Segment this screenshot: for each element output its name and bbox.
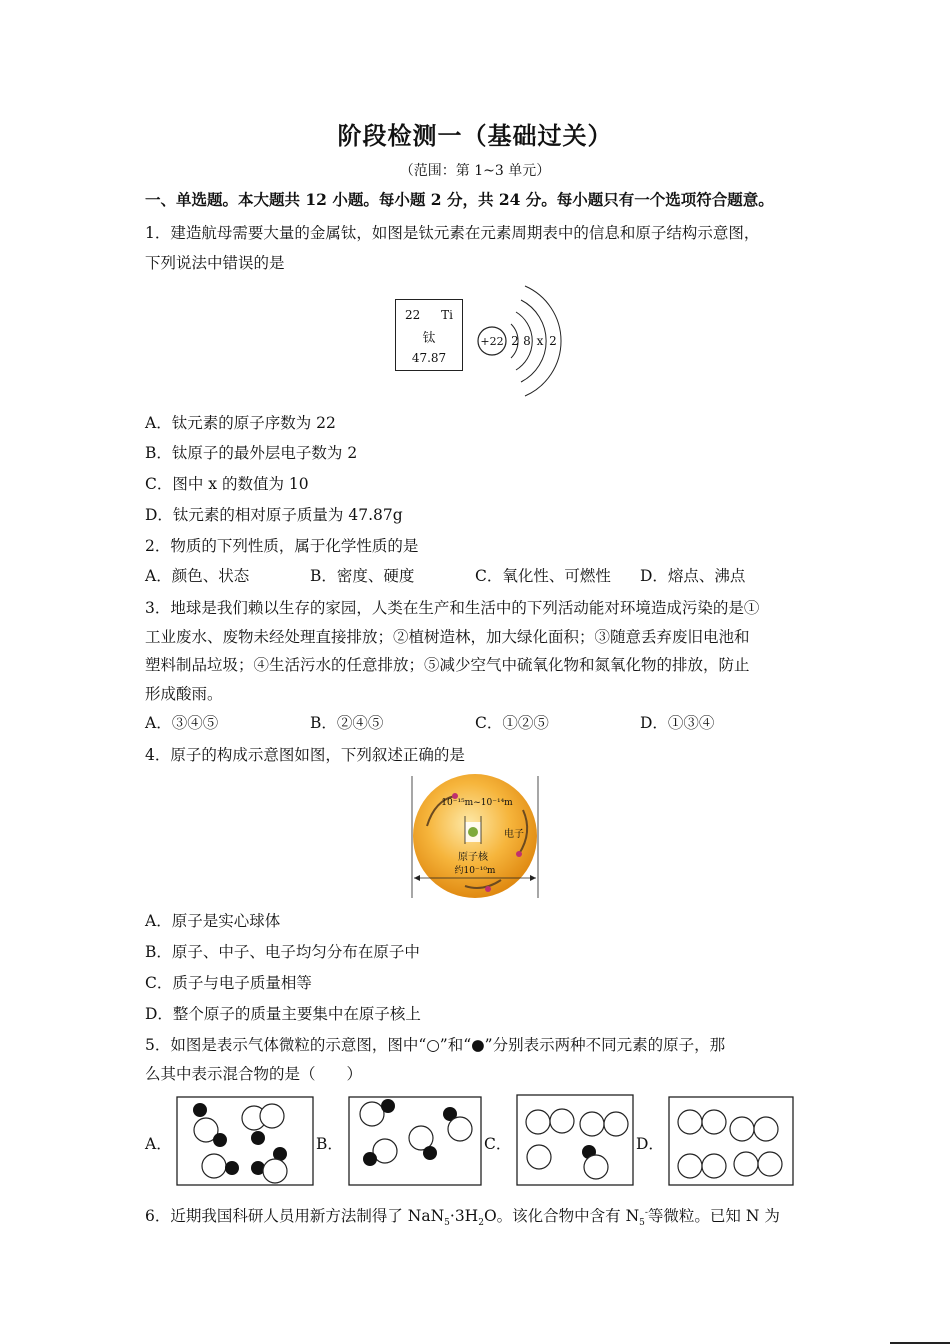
q4-stem: 4．原子的构成示意图如图，下列叙述正确的是	[145, 746, 465, 764]
q6-suffix: 等微粒。已知 N 为	[647, 1207, 780, 1225]
element-symbol: Ti	[441, 308, 453, 322]
q3-stem-line4: 形成酸雨。	[145, 685, 223, 703]
shell-count-1: 2	[511, 334, 519, 348]
q5-box-b	[348, 1096, 482, 1186]
q6-sub-5b: 5	[639, 1218, 645, 1229]
q2-option-d: D．熔点、沸点	[640, 567, 746, 585]
electron-label: 电子	[504, 829, 524, 840]
q3-stem-line2: 工业废水、废物未经处理直接排放；②植树造林，加大绿化面积；③随意丢弃废旧电池和	[145, 628, 750, 646]
page-title: 阶段检测一（基础过关）	[337, 121, 613, 150]
q6-prefix: 6．近期我国科研人员用新方法制得了 NaN	[145, 1207, 445, 1225]
nucleus-core	[468, 827, 478, 837]
q6-sub-5: 5	[444, 1218, 450, 1229]
q5-stem-line1: 5．如图是表示气体微粒的示意图，图中“○”和“●”分别表示两种不同元素的原子，那	[145, 1036, 726, 1054]
q4-option-b: B．原子、中子、电子均匀分布在原子中	[145, 943, 420, 961]
q3-option-c: C．①②⑤	[475, 714, 549, 732]
atom-size-label: 约10⁻¹⁰m	[454, 866, 496, 876]
q4-option-a: A．原子是实心球体	[145, 912, 281, 930]
nucleus-label: 原子核	[458, 852, 488, 863]
q3-option-b: B．②④⑤	[310, 714, 384, 732]
element-mass: 47.87	[411, 351, 447, 365]
q2-option-b: B．密度、硬度	[310, 567, 415, 585]
q5-box-d	[668, 1096, 794, 1186]
size-arrow-left	[414, 875, 420, 881]
q5-label-d: D．	[636, 1135, 664, 1153]
q2-option-c: C．氧化性、可燃性	[475, 567, 611, 585]
shell-count-2: 8	[523, 334, 531, 348]
section-heading: 一、单选题。本大题共 12 小题。每小题 2 分，共 24 分。每小题只有一个选项符合题意。	[145, 190, 774, 209]
element-card	[395, 299, 463, 371]
q1-option-c: C．图中 x 的数值为 10	[145, 475, 309, 493]
q1-option-b: B．钛原子的最外层电子数为 2	[145, 444, 358, 462]
q3-stem-line1: 3．地球是我们赖以生存的家园，人类在生产和生活中的下列活动能对环境造成污染的是①	[145, 599, 760, 617]
q6-mid2: O。该化合物中含有 N	[483, 1207, 640, 1225]
q5-label-a: A．	[145, 1135, 172, 1153]
q2-stem: 2．物质的下列性质，属于化学性质的是	[145, 537, 419, 555]
shell-count-3: x	[536, 334, 544, 348]
q1-option-a: A．钛元素的原子序数为 22	[145, 414, 336, 432]
size-arrow-right	[530, 875, 536, 881]
q4-option-c: C．质子与电子质量相等	[145, 974, 312, 992]
atom-structure-diagram	[475, 282, 565, 400]
element-number: 22	[405, 308, 421, 322]
q3-stem-line3: 塑料制品垃圾；④生活污水的任意排放；⑤减少空气中硫氧化物和氮氧化物的排放，防止	[145, 656, 750, 674]
element-name: 钛	[422, 331, 436, 346]
q6-sub-2: 2	[478, 1218, 484, 1229]
q5-box-c	[516, 1094, 634, 1186]
nucleus-charge: +22	[480, 335, 504, 348]
q2-option-a: A．颜色、状态	[145, 567, 250, 585]
q4-option-d: D．整个原子的质量主要集中在原子核上	[145, 1005, 421, 1023]
shell-count-4: 2	[549, 334, 557, 348]
electron-dot-2	[516, 851, 522, 857]
electron-dot-3	[485, 886, 491, 892]
q6-stem	[145, 1206, 780, 1229]
q5-label-c: C．	[484, 1135, 512, 1153]
q3-option-a: A．③④⑤	[145, 714, 219, 732]
page-subtitle: （范围：第 1~3 单元）	[399, 163, 551, 179]
atom-model-figure	[405, 770, 545, 902]
q3-option-d: D．①③④	[640, 714, 715, 732]
q6-mid1: ·3H	[449, 1207, 479, 1225]
q1-option-d: D．钛元素的相对原子质量为 47.87g	[145, 506, 403, 524]
q1-stem-line2: 下列说法中错误的是	[145, 254, 285, 272]
q5-box-a	[176, 1096, 314, 1186]
q5-stem-line2: 么其中表示混合物的是（ ）	[145, 1065, 363, 1083]
q1-stem-line1: 1．建造航母需要大量的金属钛，如图是钛元素在元素周期表中的信息和原子结构示意图，	[145, 224, 760, 242]
q6-sup-minus: -	[644, 1207, 648, 1218]
q5-label-b: B．	[316, 1135, 343, 1153]
nucleus-size-label: 10⁻¹⁵m~10⁻¹⁴m	[441, 798, 513, 808]
